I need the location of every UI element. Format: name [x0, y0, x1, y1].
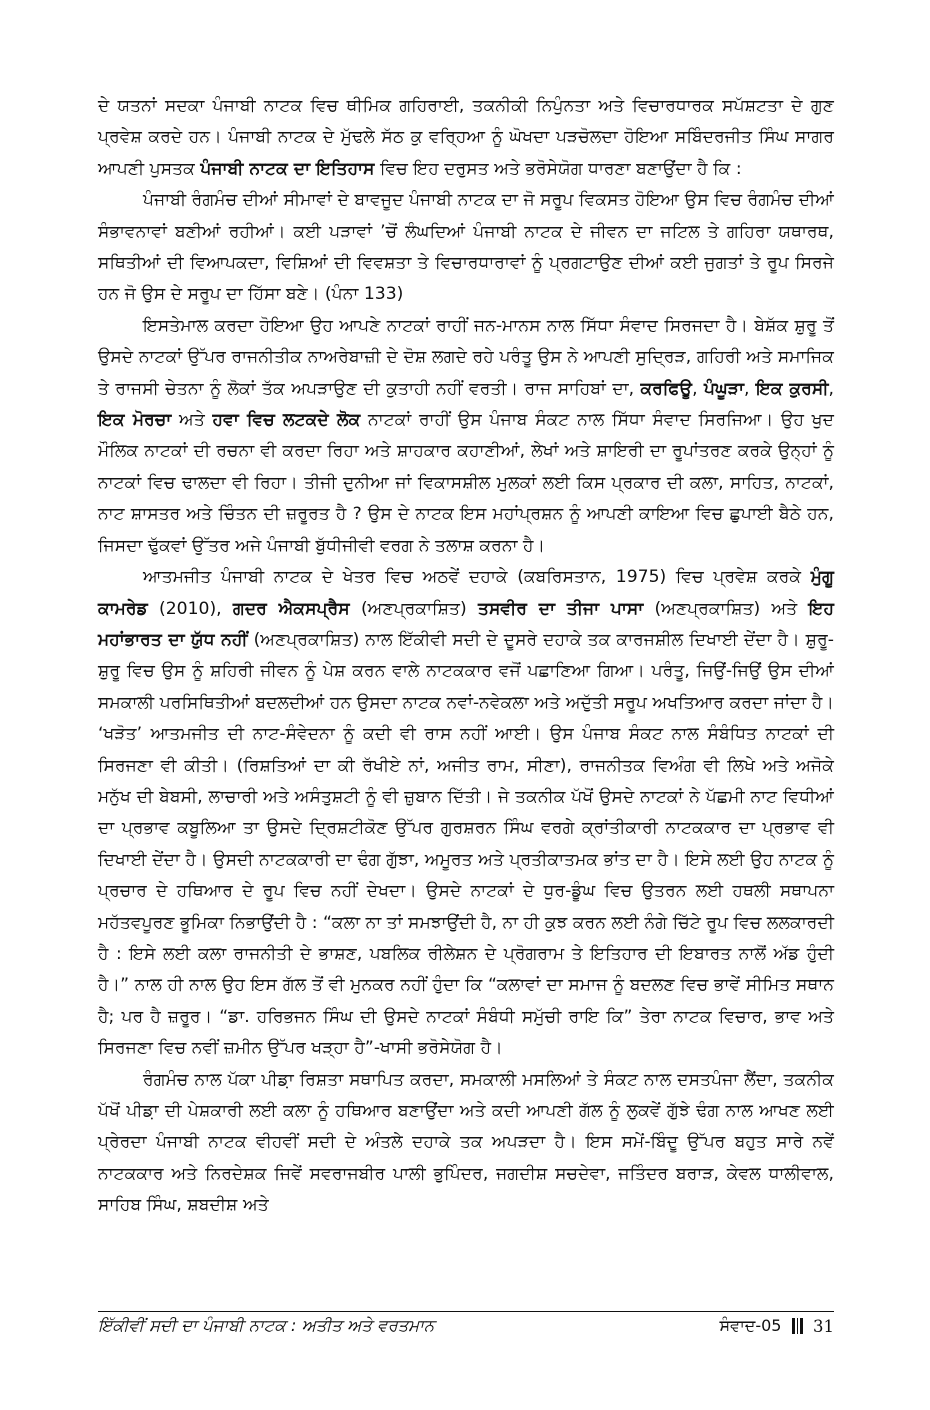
play-title-bold: ਕਰਫਿਊ: [640, 378, 693, 399]
paragraph-4: [98, 562, 834, 1065]
paragraph-text: ,: [828, 378, 834, 399]
paragraph-1: [98, 91, 834, 185]
separator-bars-icon: [792, 1318, 804, 1334]
paragraph-text: ਨਾਟਕਾਂ ਰਾਹੀਂ ਉਸ ਪੰਜਾਬ ਸੰਕਟ ਨਾਲ ਸਿੱਧਾ ਸੰਵਾਦ ਸਿਰਜਿਆ। ਉਹ ਖੁਦ ਮੌਲਿਕ ਨਾਟਕਾਂ ਦੀ ਰਚਨਾ ਵੀ ਕਰਦਾ ਰਿਹਾ ਅਤੇ ਸ਼ਾਹਕਾਰ ਕਹਾਣੀਆਂ, ਲੇਖਾਂ ਅਤੇ ਸ਼ਾਇਰੀ ਦਾ ਰੂਪਾਂਤਰਣ ਕਰਕੇ ਉਨ੍ਹਾਂ ਨੂੰ ਨਾਟਕਾਂ ਵਿਚ ਢਾਲਦਾ ਵੀ ਰਿਹਾ। ਤੀਜੀ ਦੁਨੀਆ ਜਾਂ ਵਿਕਾਸਸ਼ੀਲ ਮੁਲਕਾਂ ਲਈ ਕਿਸ ਪ੍ਰਕਾਰ ਦੀ ਕਲਾ, ਸਾਹਿਤ, ਨਾਟਕਾਂ, ਨਾਟ ਸ਼ਾਸਤਰ ਅਤੇ ਚਿੰਤਨ ਦੀ ਜ਼ਰੂਰਤ ਹੈ ? ਉਸ ਦੇ ਨਾਟਕ ਇਸ ਮਹਾਂਪ੍ਰਸ਼ਨ ਨੂੰ ਆਪਣੀ ਕਾਇਆ ਵਿਚ ਛੁਪਾਈ ਬੈਠੇ ਹਨ, ਜਿਸਦਾ ਢੁੱਕਵਾਂ ਉੱਤਰ ਅਜੇ ਪੰਜਾਬੀ ਬੁੱਧੀਜੀਵੀ ਵਰਗ ਨੇ ਤਲਾਸ਼ ਕਰਨਾ ਹੈ।: [98, 410, 834, 556]
play-title-bold: ਇਹ ਮਹਾਂਭਾਰਤ ਦਾ ਯੁੱਧ ਨਹੀਂ: [98, 598, 835, 650]
play-title-bold: ਤਸਵੀਰ ਦਾ ਤੀਜਾ ਪਾਸਾ: [477, 598, 644, 619]
issue-label: ਸੰਵਾਦ-05: [719, 1316, 782, 1335]
quoted-paragraph: [98, 185, 834, 311]
play-title-bold: ਪੰਘੂੜਾ: [704, 378, 745, 399]
play-title-bold: ਇਕ ਮੋਰਚਾ: [98, 410, 172, 431]
paragraph-text: ਵਿਚ ਇਹ ਦਰੁਸਤ ਅਤੇ ਭਰੋਸੇਯੋਗ ਧਾਰਣਾ ਬਣਾਉਂਦਾ ਹੈ ਕਿ :: [374, 158, 742, 179]
paragraph-text: (ਅਣਪ੍ਰਕਾਸ਼ਿਤ) ਅਤੇ: [643, 598, 809, 619]
paragraph-text: ਇਸਤੇਮਾਲ ਕਰਦਾ ਹੋਇਆ ਉਹ ਆਪਣੇ ਨਾਟਕਾਂ ਰਾਹੀਂ ਜਨ-ਮਾਨਸ ਨਾਲ ਸਿੱਧਾ ਸੰਵਾਦ ਸਿਰਜਦਾ ਹੈ। ਬੇਸ਼ੱਕ ਸ਼ੁਰੂ ਤੋਂ ਉਸਦੇ ਨਾਟਕਾਂ ਉੱਪਰ ਰਾਜਨੀਤੀਕ ਨਾਅਰੇਬਾਜ਼ੀ ਦੇ ਦੋਸ਼ ਲਗਦੇ ਰਹੇ ਪਰੰਤੂ ਉਸ ਨੇ ਆਪਣੀ ਸੁਦ੍ਰਿੜ, ਗਹਿਰੀ ਅਤੇ ਸਮਾਜਿਕ ਤੇ ਰਾਜਸੀ ਚੇਤਨਾ ਨੂੰ ਲੋਕਾਂ ਤੱਕ ਅਪੜਾਉਣ ਦੀ ਕੁਤਾਹੀ ਨਹੀਂ ਵਰਤੀ। ਰਾਜ ਸਾਹਿਬਾਂ ਦਾ,: [98, 315, 834, 399]
book-title-bold: ਪੰਜਾਬੀ ਨਾਟਕ ਦਾ ਇਤਿਹਾਸ: [200, 158, 375, 179]
paragraph-text: ਅਤੇ: [171, 410, 213, 431]
paragraph-5: [98, 1065, 834, 1222]
bar-glyph: [800, 1318, 803, 1334]
paragraph-text: ਆਤਮਜੀਤ ਪੰਜਾਬੀ ਨਾਟਕ ਦੇ ਖੇਤਰ ਵਿਚ ਅਠਵੇਂ ਦਹਾਕੇ (ਕਬਰਿਸਤਾਨ, 1975) ਵਿਚ ਪ੍ਰਵੇਸ਼ ਕਰਕੇ: [143, 567, 811, 588]
bar-glyph: [792, 1318, 795, 1334]
paragraph-text: (ਅਣਪ੍ਰਕਾਸ਼ਿਤ): [349, 598, 478, 619]
paragraph-3: [98, 311, 834, 562]
play-title-bold: ਇਕ ਕੁਰਸੀ: [755, 378, 829, 399]
article-body: [98, 91, 834, 1222]
play-title-bold: ਹਵਾ ਵਿਚ ਲਟਕਦੇ ਲੋਕ: [212, 410, 361, 431]
play-title-bold: ਗਦਰ ਐਕਸਪ੍ਰੈਸ: [232, 598, 350, 619]
page-number: 31: [813, 1316, 834, 1336]
footer-right: [720, 1316, 834, 1336]
running-title: ਇੱਕੀਵੀਂ ਸਦੀ ਦਾ ਪੰਜਾਬੀ ਨਾਟਕ : ਅਤੀਤ ਅਤੇ ਵਰਤਮਾਨ: [98, 1316, 435, 1335]
paragraph-text: ਰੰਗਮੰਚ ਨਾਲ ਪੱਕਾ ਪੀਡ਼ਾ ਰਿਸ਼ਤਾ ਸਥਾਪਿਤ ਕਰਦਾ, ਸਮਕਾਲੀ ਮਸਲਿਆਂ ਤੇ ਸੰਕਟ ਨਾਲ ਦਸਤਪੰਜਾ ਲੈਂਦਾ, ਤਕਨੀਕ ਪੱਖੋਂ ਪੀਡ਼ਾ ਦੀ ਪੇਸ਼ਕਾਰੀ ਲਈ ਕਲਾ ਨੂੰ ਹਥਿਆਰ ਬਣਾਉਂਦਾ ਅਤੇ ਕਦੀ ਆਪਣੀ ਗੱਲ ਨੂੰ ਲੁਕਵੇਂ ਗੁੱਝੇ ਢੰਗ ਨਾਲ ਆਖਣ ਲਈ ਪ੍ਰੇਰਦਾ ਪੰਜਾਬੀ ਨਾਟਕ ਵੀਹਵੀਂ ਸਦੀ ਦੇ ਅੰਤਲੇ ਦਹਾਕੇ ਤਕ ਅਪੜਦਾ ਹੈ। ਇਸ ਸਮੇਂ-ਬਿੰਦੂ ਉੱਪਰ ਬਹੁਤ ਸਾਰੇ ਨਵੇਂ ਨਾਟਕਕਾਰ ਅਤੇ ਨਿਰਦੇਸ਼ਕ ਜਿਵੇਂ ਸਵਰਾਜਬੀਰ ਪਾਲੀ ਭੁਪਿੰਦਰ, ਜਗਦੀਸ਼ ਸਚਦੇਵਾ, ਜਤਿੰਦਰ ਬਰਾੜ, ਕੇਵਲ ਧਾਲੀਵਾਲ, ਸਾਹਿਬ ਸਿੰਘ, ਸ਼ਬਦੀਸ਼ ਅਤੇ: [98, 1069, 834, 1216]
bar-glyph: [797, 1318, 799, 1334]
paragraph-text: ,: [692, 378, 704, 399]
paragraph-text: ,: [744, 378, 756, 399]
play-title-bold: ਮੁੰਗੂ ਕਾਮਰੇਡ: [98, 567, 834, 619]
paragraph-text: ਪੰਜਾਬੀ ਰੰਗਮੰਚ ਦੀਆਂ ਸੀਮਾਵਾਂ ਦੇ ਬਾਵਜੂਦ ਪੰਜਾਬੀ ਨਾਟਕ ਦਾ ਜੋ ਸਰੂਪ ਵਿਕਸਤ ਹੋਇਆ ਉਸ ਵਿਚ ਰੰਗਮੰਚ ਦੀਆਂ ਸੰਭਾਵਨਾਵਾਂ ਬਣੀਆਂ ਰਹੀਆਂ। ਕਈ ਪੜਾਵਾਂ ’ਚੋਂ ਲੰਘਦਿਆਂ ਪੰਜਾਬੀ ਨਾਟਕ ਦੇ ਜੀਵਨ ਦਾ ਜਟਿਲ ਤੇ ਗਹਿਰਾ ਯਥਾਰਥ, ਸਥਿਤੀਆਂ ਦੀ ਵਿਆਪਕਦਾ, ਵਿਸ਼ਿਆਂ ਦੀ ਵਿਵਸ਼ਤਾ ਤੇ ਵਿਚਾਰਧਾਰਾਵਾਂ ਨੂੰ ਪ੍ਰਗਟਾਉਣ ਦੀਆਂ ਕਈ ਜੁਗਤਾਂ ਤੇ ਰੂਪ ਸਿਰਜੇ ਹਨ ਜੋ ਉਸ ਦੇ ਸਰੂਪ ਦਾ ਹਿੱਸਾ ਬਣੇ। (ਪੰਨਾ 133): [98, 190, 834, 305]
paragraph-text: (ਅਣਪ੍ਰਕਾਸ਼ਿਤ) ਨਾਲ ਇੱਕੀਵੀ ਸਦੀ ਦੇ ਦੂਸਰੇ ਦਹਾਕੇ ਤਕ ਕਾਰਜਸ਼ੀਲ ਦਿਖਾਈ ਦੇਂਦਾ ਹੈ। ਸ਼ੁਰੂ-ਸ਼ੁਰੂ ਵਿਚ ਉਸ ਨੂੰ ਸ਼ਹਿਰੀ ਜੀਵਨ ਨੂੰ ਪੇਸ਼ ਕਰਨ ਵਾਲੇ ਨਾਟਕਕਾਰ ਵਜੋਂ ਪਛਾਣਿਆ ਗਿਆ। ਪਰੰਤੂ, ਜਿਉਂ-ਜਿਉਂ ਉਸ ਦੀਆਂ ਸਮਕਾਲੀ ਪਰਸਿਥਿਤੀਆਂ ਬਦਲਦੀਆਂ ਹਨ ਉਸਦਾ ਨਾਟਕ ਨਵਾਂ-ਨਵੇਕਲਾ ਅਤੇ ਅਦੁੱਤੀ ਸਰੂਪ ਅਖਤਿਆਰ ਕਰਦਾ ਜਾਂਦਾ ਹੈ। ‘ਖੜੋਤ’ ਆਤਮਜੀਤ ਦੀ ਨਾਟ-ਸੰਵੇਦਨਾ ਨੂੰ ਕਦੀ ਵੀ ਰਾਸ ਨਹੀਂ ਆਈ। ਉਸ ਪੰਜਾਬ ਸੰਕਟ ਨਾਲ ਸੰਬੰਧਿਤ ਨਾਟਕਾਂ ਦੀ ਸਿਰਜਣਾ ਵੀ ਕੀਤੀ। (ਰਿਸ਼ਤਿਆਂ ਦਾ ਕੀ ਰੱਖੀਏ ਨਾਂ, ਅਜੀਤ ਰਾਮ, ਸੀਣਾ), ਰਾਜਨੀਤਕ ਵਿਅੰਗ ਵੀ ਲਿਖੇ ਅਤੇ ਅਜੋਕੇ ਮਨੁੱਖ ਦੀ ਬੇਬਸੀ, ਲਾਚਾਰੀ ਅਤੇ ਅਸੰਤੁਸ਼ਟੀ ਨੂੰ ਵੀ ਜ਼ੁਬਾਨ ਦਿੱਤੀ। ਜੇ ਤਕਨੀਕ ਪੱਖੋਂ ਉਸਦੇ ਨਾਟਕਾਂ ਨੇ ਪੱਛਮੀ ਨਾਟ ਵਿਧੀਆਂ ਦਾ ਪ੍ਰਭਾਵ ਕਬੂਲਿਆ ਤਾ ਉਸਦੇ ਦ੍ਰਿਸ਼ਟੀਕੋਣ ਉੱਪਰ ਗੁਰਸ਼ਰਨ ਸਿੰਘ ਵਰਗੇ ਕ੍ਰਾਂਤੀਕਾਰੀ ਨਾਟਕਕਾਰ ਦਾ ਪ੍ਰਭਾਵ ਵੀ ਦਿਖਾਈ ਦੇਂਦਾ ਹੈ। ਉਸਦੀ ਨਾਟਕਕਾਰੀ ਦਾ ਢੰਗ ਗੁੱਝਾ, ਅਮੂਰਤ ਅਤੇ ਪ੍ਰਤੀਕਾਤਮਕ ਭਾਂਤ ਦਾ ਹੈ। ਇਸੇ ਲਈ ਉਹ ਨਾਟਕ ਨੂੰ ਪ੍ਰਚਾਰ ਦੇ ਹਥਿਆਰ ਦੇ ਰੂਪ ਵਿਚ ਨਹੀਂ ਦੇਖਦਾ। ਉਸਦੇ ਨਾਟਕਾਂ ਦੇ ਧੁਰ-ਡੂੰਘ ਵਿਚ ਉਤਰਨ ਲਈ ਹਥਲੀ ਸਥਾਪਨਾ ਮਹੱਤਵਪੂਰਣ ਭੂਮਿਕਾ ਨਿਭਾਉਂਦੀ ਹੈ : “ਕਲਾ ਨਾ ਤਾਂ ਸਮਝਾਉਂਦੀ ਹੈ, ਨਾ ਹੀ ਕੁਝ ਕਰਨ ਲਈ ਨੰਗੇ ਚਿੱਟੇ ਰੂਪ ਵਿਚ ਲਲਕਾਰਦੀ ਹੈ : ਇਸੇ ਲਈ ਕਲਾ ਰਾਜਨੀਤੀ ਦੇ ਭਾਸ਼ਣ, ਪਬਲਿਕ ਰੀਲੇਸ਼ਨ ਦੇ ਪ੍ਰੋਗਰਾਮ ਤੇ ਇਤਿਹਾਰ ਦੀ ਇਬਾਰਤ ਨਾਲੋਂ ਅੱਡ ਹੁੰਦੀ ਹੈ।” ਨਾਲ ਹੀ ਨਾਲ ਉਹ ਇਸ ਗੱਲ ਤੋਂ ਵੀ ਮੁਨਕਰ ਨਹੀਂ ਹੁੰਦਾ ਕਿ “ਕਲਾਵਾਂ ਦਾ ਸਮਾਜ ਨੂੰ ਬਦਲਣ ਵਿਚ ਭਾਵੇਂ ਸੀਮਿਤ ਸਥਾਨ ਹੈ; ਪਰ ਹੈ ਜ਼ਰੂਰ। “ਡਾ. ਹਰਿਭਜਨ ਸਿੰਘ ਦੀ ਉਸਦੇ ਨਾਟਕਾਂ ਸੰਬੰਧੀ ਸਮੁੱਚੀ ਰਾਇ ਕਿ” ਤੇਰਾ ਨਾਟਕ ਵਿਚਾਰ, ਭਾਵ ਅਤੇ ਸਿਰਜਣਾ ਵਿਚ ਨਵੀਂ ਜ਼ਮੀਨ ਉੱਪਰ ਖੜ੍ਹਾ ਹੈ”-ਖਾਸੀ ਭਰੋਸੇਯੋਗ ਹੈ।: [98, 629, 834, 1059]
page-footer: [98, 1311, 834, 1336]
paragraph-text: (2010),: [147, 598, 233, 619]
paragraph-text: ਦੇ ਯਤਨਾਂ ਸਦਕਾ ਪੰਜਾਬੀ ਨਾਟਕ ਵਿਚ ਥੀਮਿਕ ਗਹਿਰਾਈ, ਤਕਨੀਕੀ ਨਿਪੁੰਨਤਾ ਅਤੇ ਵਿਚਾਰਧਾਰਕ ਸਪੱਸ਼ਟਤਾ ਦੇ ਗੁਣ ਪ੍ਰਵੇਸ਼ ਕਰਦੇ ਹਨ। ਪੰਜਾਬੀ ਨਾਟਕ ਦੇ ਮੁੱਢਲੇ ਸੱਠ ਕੁ ਵਰ੍ਹਿਆ ਨੂੰ ਘੋਖਦਾ ਪੜਚੋਲਦਾ ਹੋਇਆ ਸਬਿੰਦਰਜੀਤ ਸਿੰਘ ਸਾਗਰ ਆਪਣੀ ਪੁਸਤਕ: [98, 96, 834, 179]
